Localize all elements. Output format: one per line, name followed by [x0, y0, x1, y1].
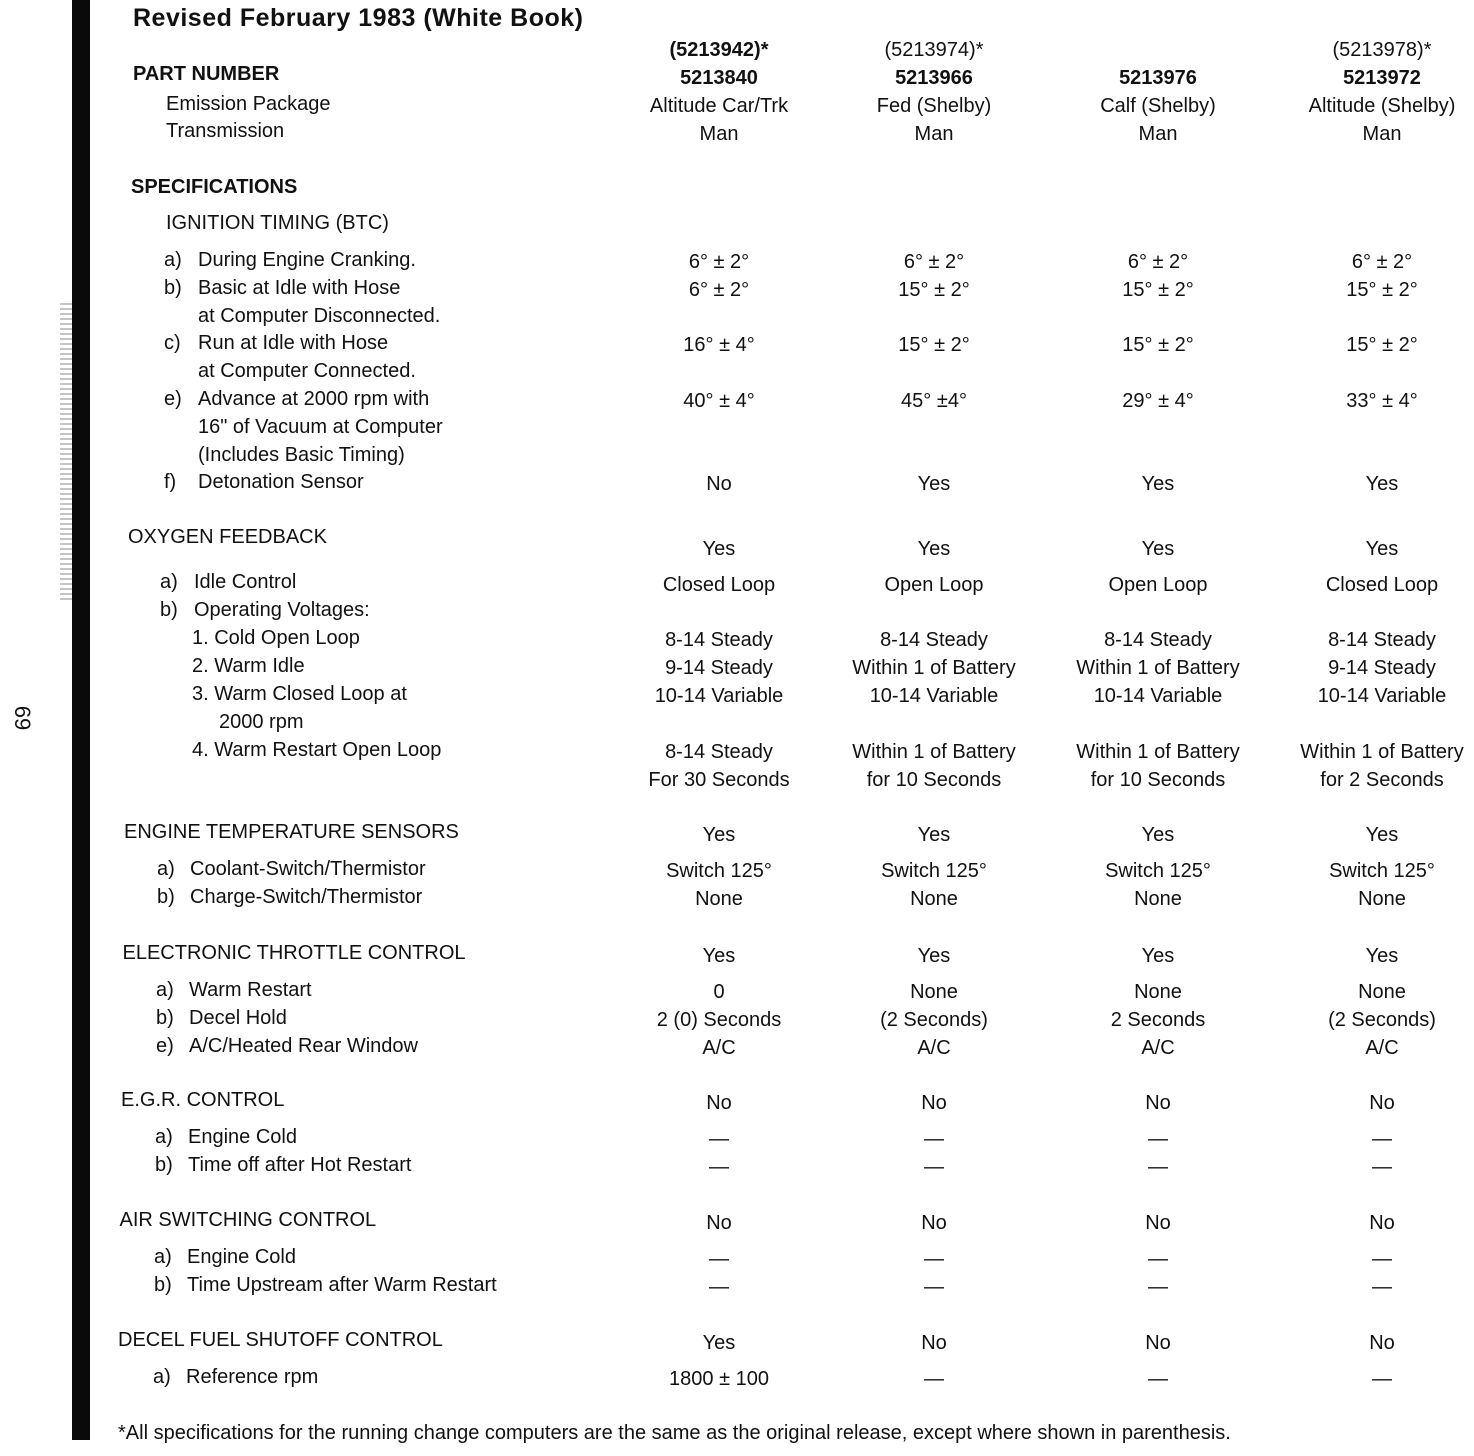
ignition-row-value-col3: Yes [1141, 473, 1175, 495]
electronic-throttle-control-row-value-col1: A/C [702, 1037, 736, 1059]
engine-temperature-sensors-value-col1: Yes [702, 824, 736, 846]
part-number-value: 5213976 [1119, 67, 1197, 89]
voltage-row-label: 4. Warm Restart Open Loop [192, 739, 442, 761]
e-g-r-control-row-value-col2: — [924, 1128, 944, 1150]
ignition-row-label: at Computer Disconnected. [198, 305, 441, 327]
engine-temperature-sensors-row-value-col1: Switch 125° [666, 860, 772, 882]
emission-package-label: Emission Package [166, 93, 331, 115]
running-change-number: (5213942)* [669, 39, 769, 61]
electronic-throttle-control-row-label: A/C/Heated Rear Window [189, 1035, 418, 1057]
air-switching-control-value-col3: No [1145, 1212, 1171, 1234]
decel-fuel-shutoff-control-row-value-col2: — [924, 1368, 944, 1390]
ignition-row-value-col1: 16° ± 4° [683, 334, 755, 356]
decel-fuel-shutoff-control-heading: DECEL FUEL SHUTOFF CONTROL [118, 1329, 443, 1351]
decel-fuel-shutoff-control-value-col1: Yes [702, 1332, 736, 1354]
air-switching-control-row-label: Engine Cold [187, 1246, 296, 1268]
part-number-value: 5213840 [680, 67, 758, 89]
air-switching-control-row-letter: a) [154, 1246, 172, 1268]
running-change-number: (5213974)* [884, 39, 984, 61]
oxygen-feedback-value-col3: Yes [1141, 538, 1175, 560]
ignition-row-value-col2: 6° ± 2° [903, 251, 965, 273]
electronic-throttle-control-row-letter: e) [156, 1035, 174, 1057]
engine-temperature-sensors-row-letter: b) [157, 886, 175, 908]
air-switching-control-value-col2: No [921, 1212, 947, 1234]
running-change-number: (5213978)* [1332, 39, 1432, 61]
voltage-row-value-col1: 9-14 Steady [665, 657, 773, 679]
engine-temperature-sensors-row-value-col3: Switch 125° [1105, 860, 1211, 882]
air-switching-control-row-value-col1: — [709, 1248, 729, 1270]
air-switching-control-heading: AIR SWITCHING CONTROL [119, 1209, 377, 1231]
e-g-r-control-row-value-col4: — [1372, 1128, 1392, 1150]
ignition-row-letter: b) [164, 277, 182, 299]
electronic-throttle-control-row-value-col3: None [1134, 981, 1182, 1003]
e-g-r-control-row-value-col1: — [709, 1156, 729, 1178]
ignition-row-label: Advance at 2000 rpm with [198, 388, 430, 410]
air-switching-control-row-value-col3: — [1148, 1248, 1168, 1270]
transmission-label: Transmission [166, 120, 285, 142]
ignition-row-letter: f) [164, 471, 177, 493]
ignition-row-label: Run at Idle with Hose [198, 332, 389, 354]
ignition-row-value-col3: 15° ± 2° [1122, 279, 1194, 301]
oxygen-row-letter: b) [160, 599, 178, 621]
oxygen-idle-control-value-col1: Closed Loop [662, 574, 776, 596]
voltage-row-label: 3. Warm Closed Loop at [192, 683, 407, 705]
electronic-throttle-control-value-col2: Yes [917, 945, 951, 967]
ignition-row-letter: c) [164, 332, 181, 354]
oxygen-idle-control-label: Idle Control [194, 571, 297, 593]
decel-fuel-shutoff-control-row-value-col4: — [1372, 1368, 1392, 1390]
voltage-row-value-col1: For 30 Seconds [648, 769, 790, 791]
transmission-value: Man [1138, 123, 1178, 145]
engine-temperature-sensors-value-col2: Yes [917, 824, 951, 846]
ignition-row-value-col3: 6° ± 2° [1127, 251, 1189, 273]
ignition-row-letter: e) [164, 388, 182, 410]
specifications-heading: SPECIFICATIONS [131, 176, 298, 198]
electronic-throttle-control-value-col1: Yes [702, 945, 736, 967]
emission-package-value: Altitude Car/Trk [649, 95, 789, 117]
decel-fuel-shutoff-control-value-col2: No [921, 1332, 947, 1354]
ignition-row-label: Basic at Idle with Hose [198, 277, 401, 299]
ignition-row-value-col2: 45° ±4° [901, 390, 967, 412]
electronic-throttle-control-value-col4: Yes [1365, 945, 1399, 967]
e-g-r-control-heading: E.G.R. CONTROL [121, 1089, 285, 1111]
decel-fuel-shutoff-control-row-value-col3: — [1148, 1368, 1168, 1390]
air-switching-control-row-label: Time Upstream after Warm Restart [187, 1274, 497, 1296]
ignition-row-value-col1: 6° ± 2° [688, 279, 750, 301]
oxygen-row-letter: a) [160, 571, 178, 593]
engine-temperature-sensors-row-value-col2: None [910, 888, 958, 910]
electronic-throttle-control-row-value-col2: (2 Seconds) [880, 1009, 988, 1031]
oxygen-feedback-value-col4: Yes [1365, 538, 1399, 560]
voltage-row-value-col3: for 10 Seconds [1090, 769, 1226, 791]
ignition-row-letter: a) [164, 249, 182, 271]
ignition-row-value-col4: Yes [1365, 473, 1399, 495]
oxygen-feedback-value-col2: Yes [917, 538, 951, 560]
e-g-r-control-row-letter: b) [155, 1154, 173, 1176]
electronic-throttle-control-heading: ELECTRONIC THROTTLE CONTROL [122, 942, 466, 964]
air-switching-control-value-col1: No [706, 1212, 732, 1234]
air-switching-control-row-value-col3: — [1148, 1276, 1168, 1298]
ignition-row-label: During Engine Cranking. [198, 249, 416, 271]
engine-temperature-sensors-row-letter: a) [157, 858, 175, 880]
voltage-row-value-col3: 8-14 Steady [1104, 629, 1212, 651]
ignition-row-value-col3: 15° ± 2° [1122, 334, 1194, 356]
emission-package-value: Fed (Shelby) [876, 95, 992, 117]
electronic-throttle-control-row-value-col4: None [1358, 981, 1406, 1003]
ignition-row-value-col2: 15° ± 2° [898, 334, 970, 356]
engine-temperature-sensors-row-value-col4: None [1358, 888, 1406, 910]
part-number-value: 5213966 [895, 67, 973, 89]
e-g-r-control-value-col2: No [921, 1092, 947, 1114]
voltage-row-value-col2: Within 1 of Battery [852, 657, 1016, 679]
ignition-row-label: at Computer Connected. [198, 360, 416, 382]
e-g-r-control-row-value-col4: — [1372, 1156, 1392, 1178]
voltage-row-value-col1: 10-14 Variable [654, 685, 784, 707]
engine-temperature-sensors-row-label: Charge-Switch/Thermistor [190, 886, 423, 908]
ignition-row-value-col3: 29° ± 4° [1122, 390, 1194, 412]
electronic-throttle-control-row-value-col3: 2 Seconds [1110, 1009, 1206, 1031]
e-g-r-control-row-label: Engine Cold [188, 1126, 297, 1148]
engine-temperature-sensors-value-col4: Yes [1365, 824, 1399, 846]
electronic-throttle-control-value-col3: Yes [1141, 945, 1175, 967]
page-title: Revised February 1983 (White Book) [133, 4, 584, 32]
engine-temperature-sensors-row-value-col4: Switch 125° [1329, 860, 1435, 882]
transmission-value: Man [699, 123, 739, 145]
e-g-r-control-value-col3: No [1145, 1092, 1171, 1114]
voltage-row-label: 1. Cold Open Loop [192, 627, 360, 649]
e-g-r-control-value-col4: No [1369, 1092, 1395, 1114]
air-switching-control-value-col4: No [1369, 1212, 1395, 1234]
ignition-row-label: 16" of Vacuum at Computer [198, 416, 443, 438]
electronic-throttle-control-row-value-col2: None [910, 981, 958, 1003]
ignition-row-value-col4: 6° ± 2° [1351, 251, 1413, 273]
e-g-r-control-row-value-col2: — [924, 1156, 944, 1178]
oxygen-idle-control-value-col2: Open Loop [884, 574, 984, 596]
transmission-value: Man [914, 123, 954, 145]
ignition-row-value-col1: No [706, 473, 732, 495]
e-g-r-control-row-label: Time off after Hot Restart [188, 1154, 412, 1176]
voltage-row-value-col4: 9-14 Steady [1328, 657, 1436, 679]
electronic-throttle-control-row-letter: b) [156, 1007, 174, 1029]
part-number-label: PART NUMBER [133, 63, 280, 85]
voltage-row-value-col4: 10-14 Variable [1317, 685, 1447, 707]
decel-fuel-shutoff-control-value-col3: No [1145, 1332, 1171, 1354]
voltage-row-value-col4: Within 1 of Battery [1300, 741, 1464, 763]
e-g-r-control-row-value-col1: — [709, 1128, 729, 1150]
electronic-throttle-control-row-value-col4: (2 Seconds) [1328, 1009, 1436, 1031]
engine-temperature-sensors-value-col3: Yes [1141, 824, 1175, 846]
binding-bar [72, 0, 90, 1440]
transmission-value: Man [1362, 123, 1402, 145]
air-switching-control-row-value-col4: — [1372, 1248, 1392, 1270]
voltage-row-value-col3: 10-14 Variable [1093, 685, 1223, 707]
electronic-throttle-control-row-value-col3: A/C [1141, 1037, 1175, 1059]
e-g-r-control-row-value-col3: — [1148, 1156, 1168, 1178]
decel-fuel-shutoff-control-row-letter: a) [153, 1366, 171, 1388]
decel-fuel-shutoff-control-value-col4: No [1369, 1332, 1395, 1354]
e-g-r-control-row-letter: a) [155, 1126, 173, 1148]
emission-package-value: Altitude (Shelby) [1308, 95, 1456, 117]
electronic-throttle-control-row-label: Warm Restart [189, 979, 312, 1001]
electronic-throttle-control-row-value-col4: A/C [1365, 1037, 1399, 1059]
oxygen-feedback-value-col1: Yes [702, 538, 736, 560]
voltage-row-value-col4: 8-14 Steady [1328, 629, 1436, 651]
engine-temperature-sensors-row-value-col1: None [695, 888, 743, 910]
electronic-throttle-control-row-value-col2: A/C [917, 1037, 951, 1059]
voltage-row-value-col2: for 10 Seconds [866, 769, 1002, 791]
engine-temperature-sensors-heading: ENGINE TEMPERATURE SENSORS [124, 821, 459, 843]
voltage-row-label: 2. Warm Idle [192, 655, 305, 677]
engine-temperature-sensors-row-value-col2: Switch 125° [881, 860, 987, 882]
electronic-throttle-control-row-label: Decel Hold [189, 1007, 287, 1029]
oxygen-feedback-heading: OXYGEN FEEDBACK [128, 526, 327, 548]
voltage-row-value-col2: 8-14 Steady [880, 629, 988, 651]
voltage-row-value-col1: 8-14 Steady [665, 741, 773, 763]
emission-package-value: Calf (Shelby) [1100, 95, 1216, 117]
oxygen-idle-control-value-col4: Closed Loop [1325, 574, 1439, 596]
air-switching-control-row-value-col2: — [924, 1276, 944, 1298]
voltage-row-value-col3: Within 1 of Battery [1076, 741, 1240, 763]
voltage-row-value-col1: 8-14 Steady [665, 629, 773, 651]
ignition-row-value-col1: 6° ± 2° [688, 251, 750, 273]
ignition-row-value-col4: 15° ± 2° [1346, 334, 1418, 356]
electronic-throttle-control-row-value-col1: 2 (0) Seconds [656, 1009, 782, 1031]
voltage-row-value-col3: Within 1 of Battery [1076, 657, 1240, 679]
engine-temperature-sensors-row-label: Coolant-Switch/Thermistor [190, 858, 426, 880]
voltage-row-value-col4: for 2 Seconds [1320, 769, 1444, 791]
binding-edge [60, 300, 72, 600]
voltage-row-value-col2: Within 1 of Battery [852, 741, 1016, 763]
air-switching-control-row-value-col4: — [1372, 1276, 1392, 1298]
voltage-row-value-col2: 10-14 Variable [869, 685, 999, 707]
electronic-throttle-control-row-value-col1: 0 [713, 981, 725, 1003]
air-switching-control-row-letter: b) [154, 1274, 172, 1296]
engine-temperature-sensors-row-value-col3: None [1134, 888, 1182, 910]
ignition-timing-heading: IGNITION TIMING (BTC) [166, 212, 389, 234]
ignition-row-label: (Includes Basic Timing) [198, 444, 405, 466]
voltage-row-label: 2000 rpm [219, 711, 304, 733]
page-number: 69 [10, 705, 36, 731]
air-switching-control-row-value-col1: — [709, 1276, 729, 1298]
ignition-row-label: Detonation Sensor [198, 471, 364, 493]
ignition-row-value-col1: 40° ± 4° [683, 390, 755, 412]
decel-fuel-shutoff-control-row-value-col1: 1800 ± 100 [669, 1368, 769, 1390]
air-switching-control-row-value-col2: — [924, 1248, 944, 1270]
ignition-row-value-col2: 15° ± 2° [898, 279, 970, 301]
ignition-row-value-col4: 33° ± 4° [1346, 390, 1418, 412]
ignition-row-value-col2: Yes [917, 473, 951, 495]
e-g-r-control-row-value-col3: — [1148, 1128, 1168, 1150]
decel-fuel-shutoff-control-row-label: Reference rpm [186, 1366, 319, 1388]
electronic-throttle-control-row-letter: a) [156, 979, 174, 1001]
oxygen-voltages-label: Operating Voltages: [194, 599, 370, 621]
footnote: *All specifications for the running change computers are the same as the original release, except where shown in parenthesis. [118, 1422, 1231, 1444]
oxygen-idle-control-value-col3: Open Loop [1108, 574, 1208, 596]
e-g-r-control-value-col1: No [706, 1092, 732, 1114]
part-number-value: 5213972 [1343, 67, 1421, 89]
ignition-row-value-col4: 15° ± 2° [1346, 279, 1418, 301]
